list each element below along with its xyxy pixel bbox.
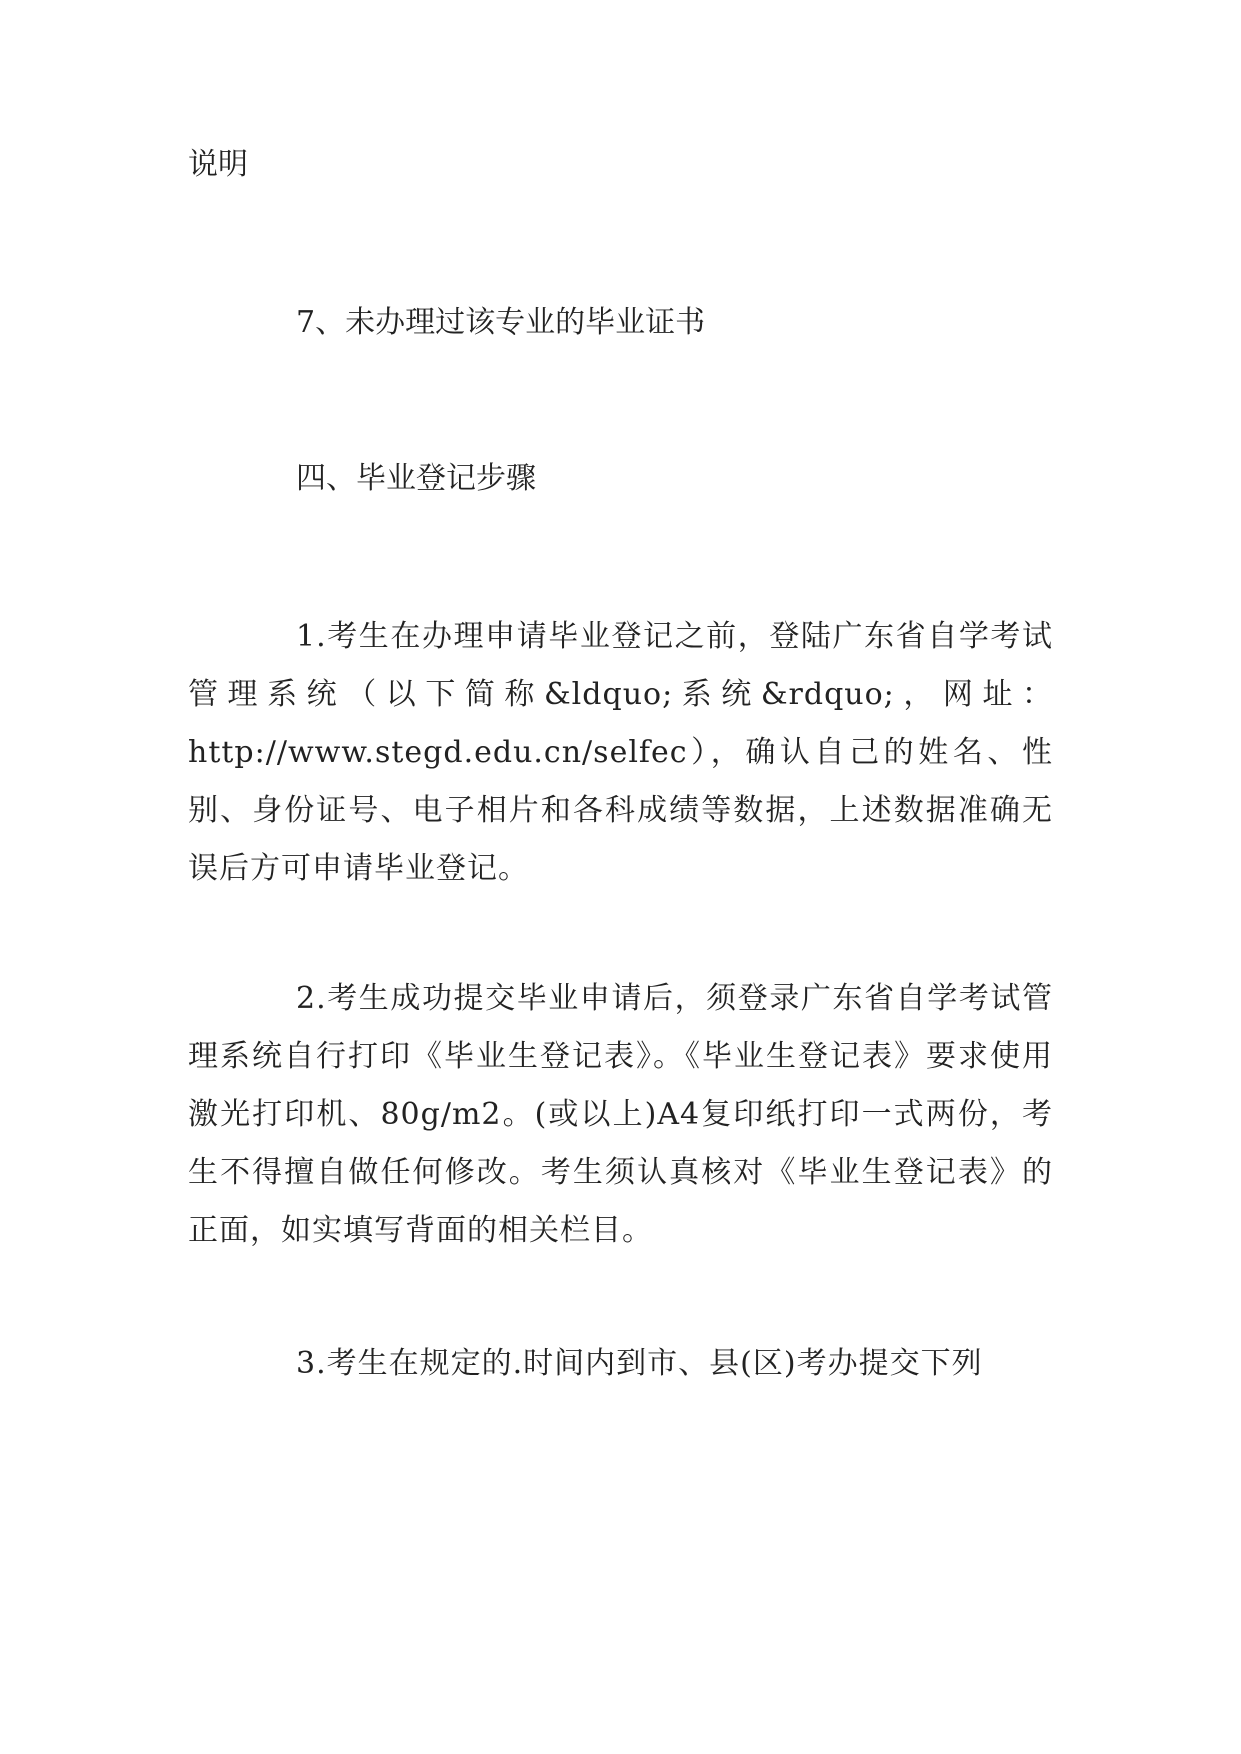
section-4-title: 四、毕业登记步骤 [296,461,536,496]
heading-shuoming: 说明 [188,147,248,182]
paragraph-3: 3.考生在规定的.时间内到市、县(区)考办提交下列 [296,1346,983,1381]
paragraph-1: 1.考生在办理申请毕业登记之前，登陆广东省自学考试管理系统（以下简称&ldquo;系统&rdquo;，网址：http://www.stegd.edu.cn/selfec），确认自己的姓名、性别、身份证号、电子相片和各科成绩等数据，上述数据准确无误后方可申请毕业登记。 [188,619,1053,886]
item-7: 7、未办理过该专业的毕业证书 [296,305,706,340]
paragraph-2: 2.考生成功提交毕业申请后，须登录广东省自学考试管理系统自行打印《毕业生登记表》。《毕业生登记表》要求使用激光打印机、80g/m2。(或以上)A4复印纸打印一式两份，考生不得擅自做任何修改。考生须认真核对《毕业生登记表》的正面，如实填写背面的相关栏目。 [188,981,1053,1248]
